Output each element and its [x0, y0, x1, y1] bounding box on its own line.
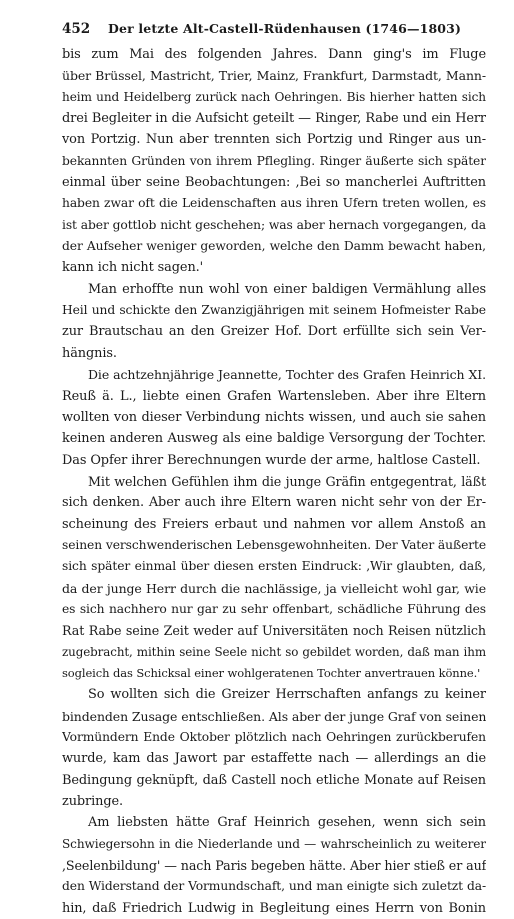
page-number: 452: [62, 21, 91, 37]
text-line: Die achtzehnjährige Jeannette, Tochter des Grafen Heinrich XI.: [88, 367, 486, 383]
text-line: da der junge Herr durch die nachlässige, ja vielleicht wohl gar, wie: [62, 580, 486, 596]
text-line: haben zwar oft die Leidenschaften aus ihren Ufern treten wollen, es: [62, 196, 486, 211]
text-line: Mit welchen Gefühlen ihm die junge Gräfin entgegentrat, läßt: [88, 473, 486, 489]
text-line: Rat Rabe seine Zeit weder auf Universitäten noch Reisen nützlich: [62, 623, 486, 639]
text-line: ist aber gottlob nicht geschehen; was aber hernach vorgegangen, da: [62, 217, 486, 232]
text-line: zugebracht, mithin seine Seele nicht so gebildet worden, daß man ihm: [62, 644, 486, 659]
text-line: seinen verschwenderischen Lebensgewohnheiten. Der Vater äußerte: [62, 537, 486, 552]
text-line: Am liebsten hätte Graf Heinrich gesehen, wenn sich sein: [88, 815, 486, 831]
text-line: der Aufseher weniger geworden, welche den Damm bewacht haben,: [62, 239, 486, 254]
text-line: heim und Heidelberg zurück nach Oehringen. Bis hierher hatten sich: [62, 89, 486, 104]
text-line: Schwiegersohn in die Niederlande und — wahrscheinlich zu weiterer: [62, 836, 486, 851]
text-line: von Portzig. Nun aber trennten sich Portzig und Ringer aus un-: [62, 132, 486, 148]
text-line: sich denken. Aber auch ihre Eltern waren nicht sehr von der Er-: [62, 495, 486, 511]
text-line: wollten von dieser Verbindung nichts wissen, und auch sie sahen: [62, 409, 486, 425]
text-line: So wollten sich die Greizer Herrschaften anfangs zu keiner: [88, 687, 486, 703]
text-line: bis zum Mai des folgenden Jahres. Dann ging's im Fluge: [62, 47, 486, 62]
text-line: es sich nachhero nur gar zu sehr offenbart, schädliche Führung des: [62, 601, 486, 616]
running-title: Der letzte Alt-Castell-Rüdenhausen (1746—1803): [108, 21, 462, 36]
text-line: kann ich nicht sagen.': [62, 260, 204, 276]
body-text: [62, 44, 486, 919]
text-line: drei Begleiter in die Aufsicht geteilt — Ringer, Rabe und ein Herr: [62, 111, 486, 127]
text-line: bindenden Zusage entschließen. Als aber der junge Graf von seinen: [62, 708, 486, 724]
text-line: den Widerstand der Vormundschaft, und man einigte sich zuletzt da-: [62, 879, 486, 894]
text-line: hin, daß Friedrich Ludwig in Begleitung eines Herrn von Bonin: [62, 900, 486, 916]
text-line: Das Opfer ihrer Berechnungen wurde der arme, haltlose Castell.: [62, 452, 481, 468]
text-line: über Brüssel, Mastricht, Trier, Mainz, Frankfurt, Darmstadt, Mann-: [62, 68, 486, 84]
text-line: hängnis.: [62, 345, 117, 361]
page-header: [62, 20, 492, 38]
text-line: sich später einmal über diesen ersten Eindruck: ,Wir glaubten, daß,: [62, 559, 486, 574]
text-line: einmal über seine Beobachtungen: ,Bei so mancherlei Auftritten: [62, 175, 486, 191]
text-line: Reuß ä. L., liebte einen Grafen Wartensleben. Aber ihre Eltern: [62, 388, 486, 404]
text-line: sogleich das Schicksal einer wohlgeratenen Tochter anvertrauen könne.': [62, 665, 481, 680]
text-line: scheinung des Freiers erbaut und nahmen vor allem Anstoß an: [62, 516, 486, 532]
text-line: Bedingung geknüpft, daß Castell noch etliche Monate auf Reisen: [62, 772, 486, 788]
text-line: keinen anderen Ausweg als eine baldige Versorgung der Tochter.: [62, 431, 486, 447]
text-line: bekannten Gründen von ihrem Pflegling. Ringer äußerte sich später: [62, 153, 486, 168]
text-line: Vormündern Ende Oktober plötzlich nach Oehringen zurückberufen: [62, 730, 486, 744]
text-line: zubringe.: [62, 794, 124, 810]
text-line: zur Brautschau an den Greizer Hof. Dort erfüllte sich sein Ver-: [62, 324, 486, 340]
text-line: ,Seelenbildung' — nach Paris begeben hätte. Aber hier stieß er auf: [62, 858, 486, 874]
text-line: Heil und schickte den Zwanzigjährigen mit seinem Hofmeister Rabe: [62, 303, 486, 318]
text-line: Man erhoffte nun wohl von einer baldigen Vermählung alles: [88, 281, 486, 297]
text-line: wurde, kam das Jawort par estaffette nach — allerdings an die: [62, 751, 486, 767]
